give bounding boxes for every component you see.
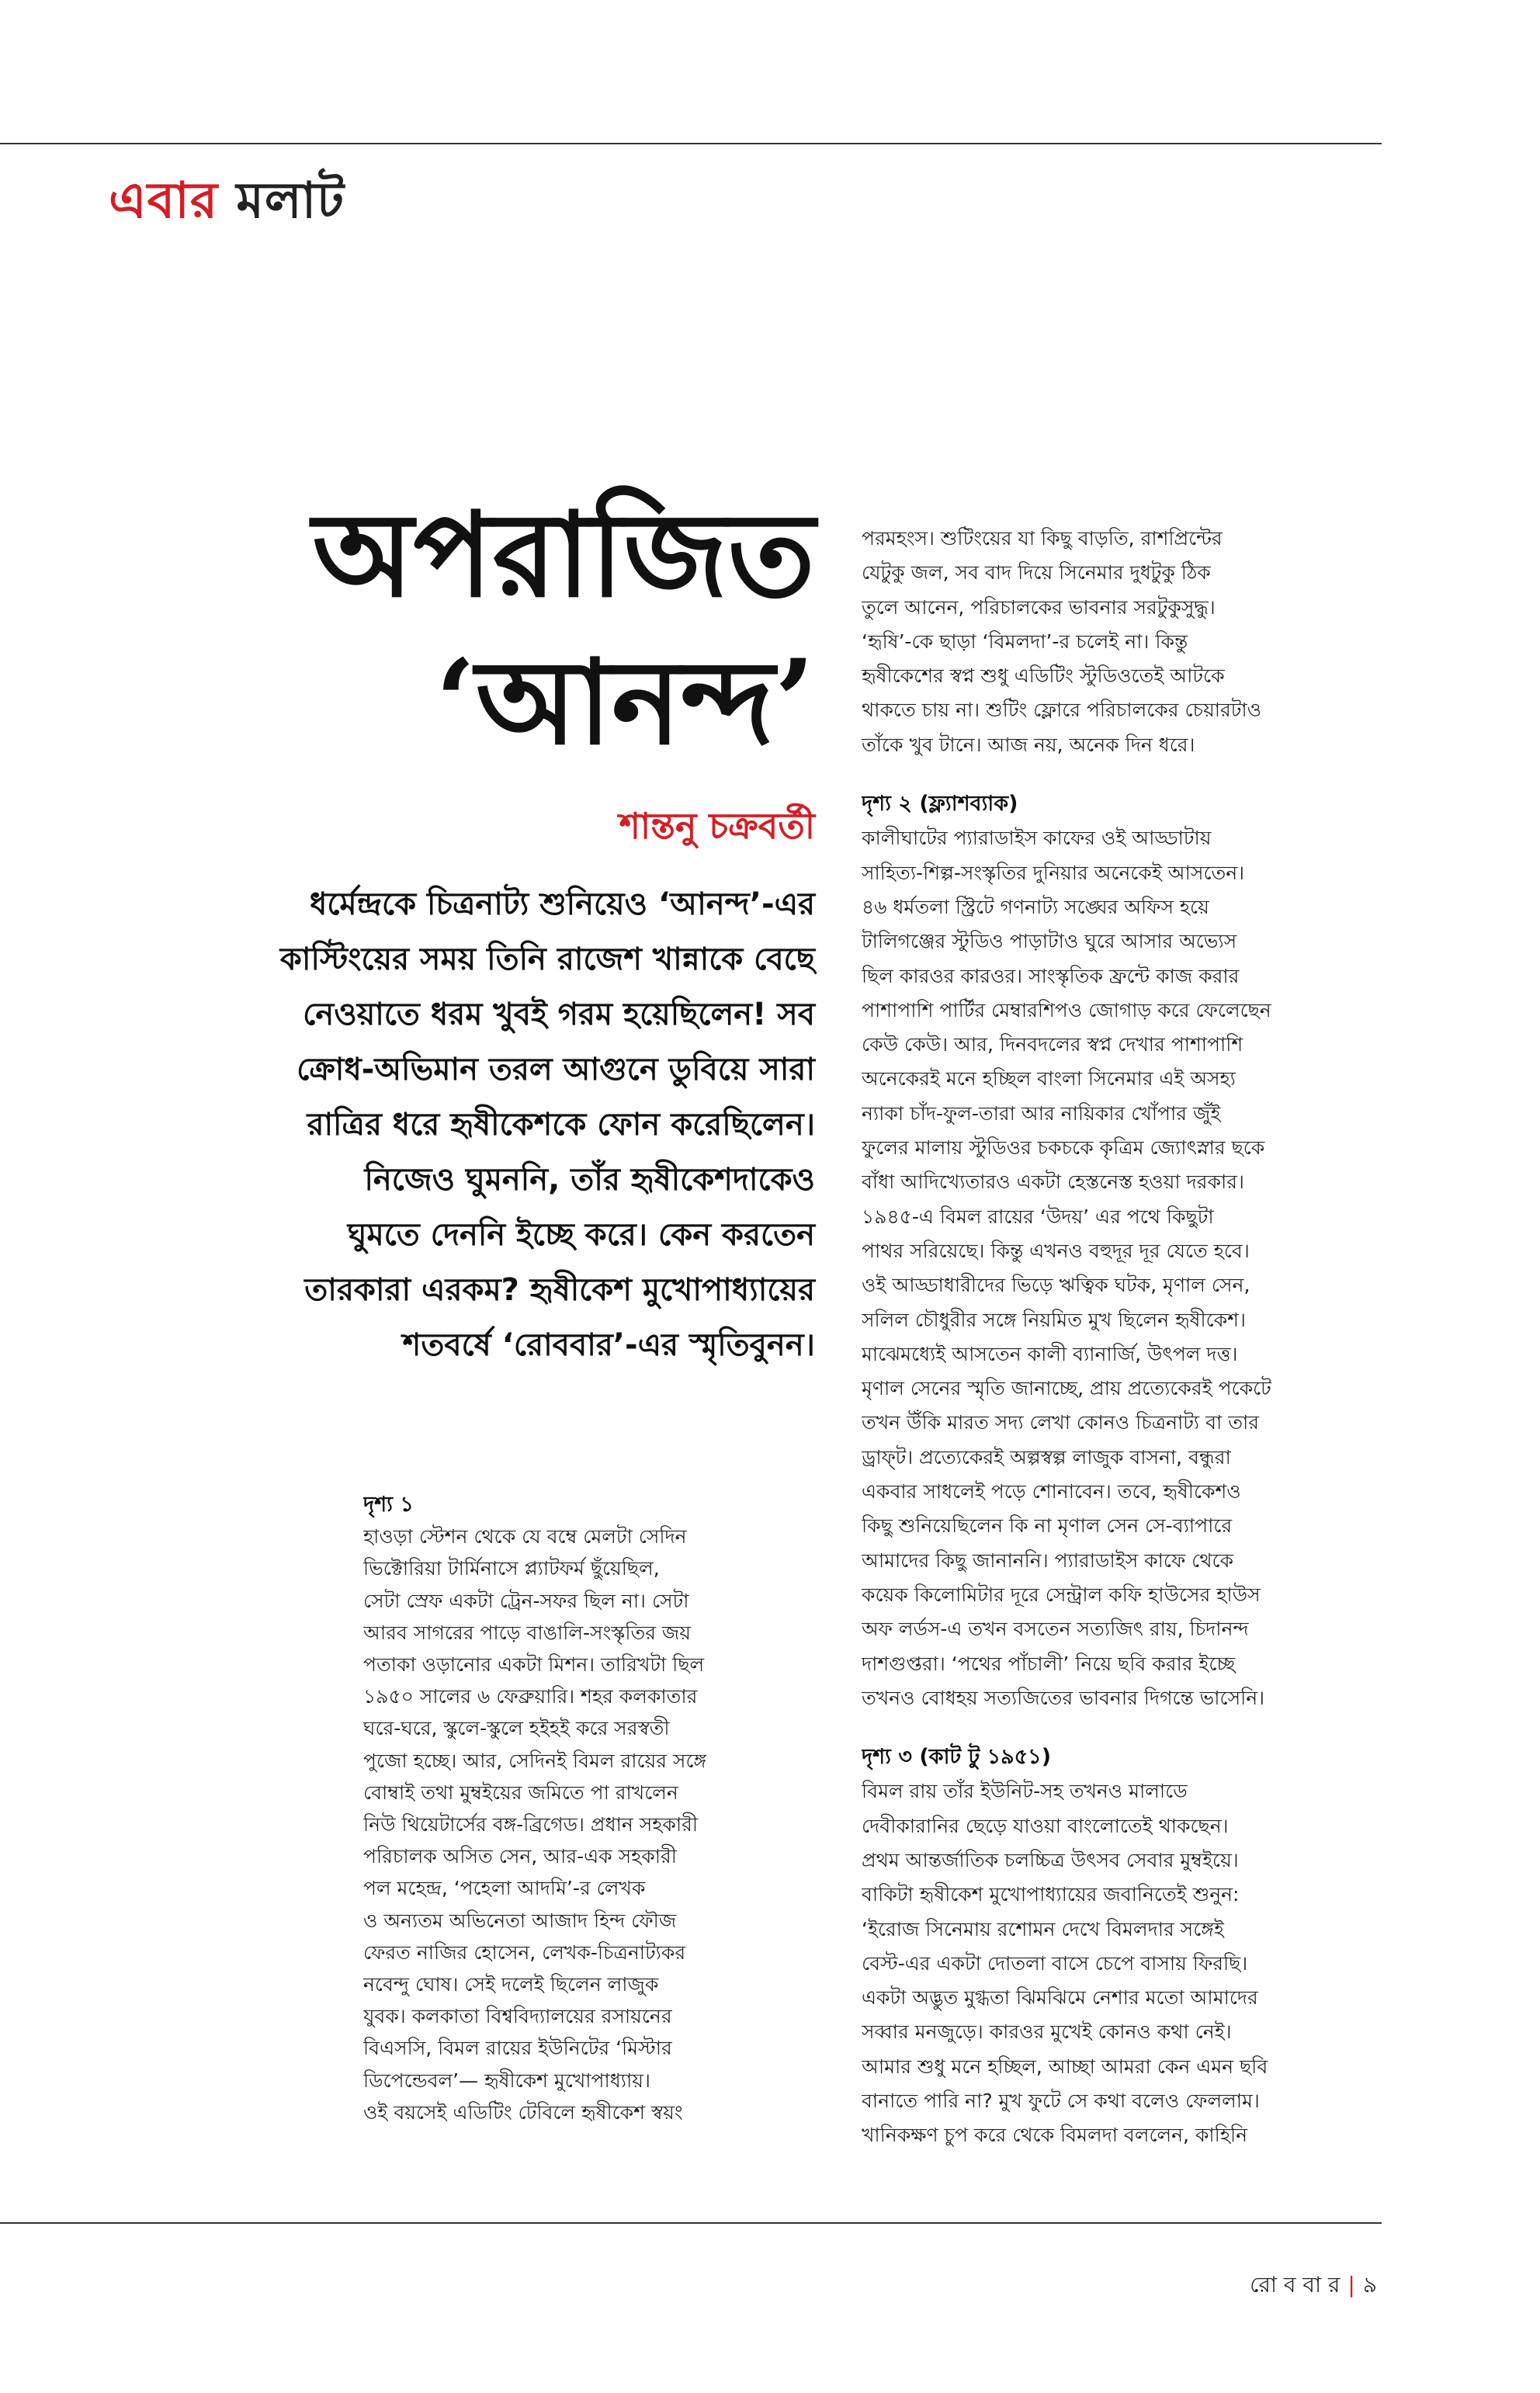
- text-line: পরমহংস। শুটিংয়ের যা কিছু বাড়তি, রাশপ্রিন্টের: [862, 527, 1223, 550]
- standfirst: [140, 877, 815, 1373]
- section-heading: [109, 163, 345, 246]
- text-line: কেউ কেউ। আর, দিনবদলের স্বপ্ন দেখার পাশাপাশি: [862, 1033, 1243, 1056]
- standfirst-line: নেওয়াতে ধরম খুবই গরম হয়েছিলেন! সব: [303, 997, 815, 1032]
- text-line: বানাতে পারি না? মুখ ফুটে সে কথা বলেও ফেললাম।: [862, 2090, 1260, 2113]
- section-heading-accent: এবার: [109, 172, 219, 230]
- text-line: ঘরে-ঘরে, স্কুলে-স্কুলে হইহই করে সরস্বতী: [363, 1717, 670, 1740]
- scene-1-heading: দৃশ্য ১: [363, 1493, 414, 1517]
- text-line: আমাদের কিছু জানাননি। প্যারাডাইস কাফে থেকে: [862, 1549, 1234, 1572]
- text-line: পল মহেন্দ্র, ‘পহেলা আদমি’-র লেখক: [363, 1877, 646, 1900]
- text-line: বাঁধা আদিখ্যেতারও একটা হেস্তনেস্ত হওয়া দরকার।: [862, 1170, 1244, 1194]
- text-line: অফ লর্ডস-এ তখন বসতেন সত্যজিৎ রায়, চিদানন্দ: [862, 1618, 1249, 1641]
- text-line: তুলে আনেন, পরিচালকের ভাবনার সরটুকুসুদ্ধু।: [862, 595, 1216, 619]
- text-line: যেটুকু জল, সব বাদ দিয়ে সিনেমার দুধটুকু ঠিক: [862, 561, 1211, 584]
- right-column-intro: [862, 522, 1366, 762]
- text-line: নিউ থিয়েটার্সের বঙ্গ-ব্রিগেড। প্রধান সহকারী: [363, 1813, 698, 1836]
- text-line: ভিক্টোরিয়া টার্মিনাসে প্ল্যাটফর্ম ছুঁয়েছিল,: [363, 1557, 660, 1580]
- text-line: আরব সাগরের পাড়ে বাঙালি-সংস্কৃতির জয়: [363, 1621, 692, 1644]
- page-footer: [1250, 2268, 1377, 2305]
- text-line: দাশগুপ্তরা। ‘পথের পাঁচালী’ নিয়ে ছবি করার ইচ্ছে: [862, 1652, 1236, 1675]
- headline-line-2: ‘আনন্দ’: [435, 634, 815, 771]
- text-line: সেটা স্রেফ একটা ট্রেন-সফর ছিল না। সেটা: [363, 1589, 689, 1612]
- text-line: কয়েক কিলোমিটার দূরে সেন্ট্রাল কফি হাউসের হাউস: [862, 1583, 1261, 1606]
- scene-2-heading: দৃশ্য ২ (ফ্ল্যাশব্যাক): [862, 792, 1018, 817]
- paragraph-gap: [862, 762, 1366, 787]
- standfirst-line: তারকারা এরকম? হৃষীকেশ মুখোপাধ্যায়ের: [304, 1272, 815, 1308]
- text-line: ফেরত নাজির হোসেন, লেখক-চিত্রনাট্যকর: [363, 1940, 686, 1964]
- scene-3-heading: দৃশ্য ৩ (কাট টু ১৯৫১): [862, 1745, 1052, 1770]
- standfirst-line: নিজেও ঘুমননি, তাঁর হৃষীকেশদাকেও: [364, 1162, 815, 1198]
- text-line: ন্যাকা চাঁদ-ফুল-তারা আর নায়িকার খোঁপার জুঁই: [862, 1101, 1221, 1125]
- text-line: পতাকা ওড়ানোর একটা মিশন। তারিখটা ছিল: [363, 1653, 705, 1677]
- text-line: ওই আড্ডাধারীদের ভিড়ে ঋত্বিক ঘটক, মৃণাল সেন,: [862, 1274, 1250, 1297]
- text-line: ওই বয়সেই এডিটিং টেবিলে হৃষীকেশ স্বয়ং: [363, 2100, 683, 2124]
- text-line: সাহিত্য-শিল্প-সংস্কৃতির দুনিয়ার অনেকেই আসতেন।: [862, 861, 1245, 884]
- standfirst-line: রাত্রির ধরে হৃষীকেশকে ফোন করেছিলেন।: [307, 1107, 815, 1143]
- text-line: ফুলের মালায় স্টুডিওর চকচকে কৃত্রিম জ্যোৎস্নার ছকে: [862, 1136, 1265, 1160]
- text-line: তাঁকে খুব টানে। আজ নয়, অনেক দিন ধরে।: [862, 733, 1195, 756]
- section-heading-label: মলাট: [236, 172, 345, 230]
- text-line: যুবক। কলকাতা বিশ্ববিদ্যালয়ের রসায়নের: [363, 2005, 672, 2028]
- left-column: [363, 1489, 815, 2128]
- standfirst-line: ক্রোধ-অভিমান তরল আগুনে ডুবিয়ে সারা: [297, 1052, 815, 1087]
- text-line: ‘হৃষি’-কে ছাড়া ‘বিমলদা’-র চলেই না। কিন্তু: [862, 629, 1188, 653]
- text-line: বাকিটা হৃষীকেশ মুখোপাধ্যায়ের জবানিতেই শুনুন:: [862, 1883, 1240, 1906]
- text-line: ছিল কারওর কারওর। সাংস্কৃতিক ফ্রন্টে কাজ করার: [862, 964, 1240, 987]
- text-line: হৃষীকেশের স্বপ্ন শুধু এডিটিং স্টুডিওতেই আটকে: [862, 664, 1225, 688]
- scene-3-body: [862, 1774, 1366, 2152]
- text-line: প্রথম আন্তর্জাতিক চলচ্চিত্র উৎসব সেবার মুম্বইয়ে।: [862, 1848, 1239, 1871]
- text-line: বিমল রায় তাঁর ইউনিট-সহ তখনও মালাডে: [862, 1780, 1188, 1803]
- page-number: ৯: [1362, 2272, 1377, 2298]
- text-line: মাঝেমধ্যেই আসতেন কালী ব্যানার্জি, উৎপল দত্ত।: [862, 1342, 1238, 1365]
- text-line: সব্বার মনজুড়ে। কারওর মুখেই কোনও কথা নেই।: [862, 2020, 1232, 2044]
- text-line: খানিকক্ষণ চুপ করে থেকে বিমলদা বললেন, কাহিনি: [862, 2124, 1248, 2147]
- text-line: বোম্বাই তথা মুম্বইয়ের জমিতে পা রাখলেন: [363, 1781, 678, 1804]
- text-line: একটা অদ্ভুত মুগ্ধতা ঝিমঝিমে নেশার মতো আমাদের: [862, 1986, 1258, 2010]
- text-line: বিএসসি, বিমল রায়ের ইউনিটের ‘মিস্টার: [363, 2037, 672, 2060]
- right-column: [862, 522, 1366, 2153]
- headline: [256, 481, 815, 776]
- text-line: হাওড়া স্টেশন থেকে যে বম্বে মেলটা সেদিন: [363, 1525, 687, 1549]
- text-line: আমার শুধু মনে হচ্ছিল, আচ্ছা আমরা কেন এমন ছবি: [862, 2055, 1268, 2078]
- text-line: ৪৬ ধর্মতলা স্ট্রিটে গণনাট্য সঙ্ঘের অফিস হয়ে: [862, 895, 1209, 918]
- text-line: নবেন্দু ঘোষ। সেই দলেই ছিলেন লাজুক: [363, 1973, 659, 1996]
- text-line: পুজো হচ্ছে। আর, সেদিনই বিমল রায়ের সঙ্গে: [363, 1749, 707, 1772]
- text-line: থাকতে চায় না। শুটিং ফ্লোরে পরিচালকের চেয়ারটাও: [862, 699, 1262, 722]
- footer-separator: |: [1348, 2272, 1355, 2298]
- text-line: দেবীকারানির ছেড়ে যাওয়া বাংলোতেই থাকছেন।: [862, 1814, 1229, 1837]
- paragraph-gap: [862, 1715, 1366, 1740]
- text-line: সলিল চৌধুরীর সঙ্গে নিয়মিত মুখ ছিলেন হৃষীকেশ।: [862, 1308, 1246, 1331]
- text-line: মৃণাল সেনের স্মৃতি জানাচ্ছে, প্রায় প্রত্যেকেরই পকেটে: [862, 1377, 1271, 1400]
- text-line: টালিগঞ্জের স্টুডিও পাড়াটাও ঘুরে আসার অভ্যেস: [862, 930, 1237, 953]
- top-rule: [0, 143, 1382, 144]
- text-line: ড্রাফ্‌ট। প্রত্যেকেরই অল্পস্বল্প লাজুক বাসনা, বন্ধুরা: [862, 1445, 1231, 1469]
- text-line: অনেকেরই মনে হচ্ছিল বাংলা সিনেমার এই অসহ্য: [862, 1067, 1236, 1091]
- text-line: পরিচালক অসিত সেন, আর-এক সহকারী: [363, 1845, 677, 1868]
- scene-2-body: [862, 821, 1366, 1715]
- text-line: ১৯৫০ সালের ৬ ফেব্রুয়ারি। শহর কলকাতার: [363, 1685, 698, 1708]
- headline-line-1: অপরাজিত: [312, 487, 815, 623]
- text-line: ‘ইরোজ সিনেমায় রশোমন দেখে বিমলদার সঙ্গেই: [862, 1917, 1224, 1940]
- text-line: ১৯৪৫-এ বিমল রায়ের ‘উদয়’ এর পথে কিছুটা: [862, 1205, 1214, 1228]
- footer-magazine-name: রো ব বা র: [1250, 2272, 1341, 2298]
- text-line: কিছু শুনিয়েছিলেন কি না মৃণাল সেন সে-ব্যাপারে: [862, 1514, 1233, 1538]
- text-line: পাশাপাশি পার্টির মেম্বারশিপও জোগাড় করে ফেলেছেন: [862, 998, 1271, 1021]
- text-line: ও অন্যতম অভিনেতা আজাদ হিন্দ ফৌজ: [363, 1909, 677, 1932]
- standfirst-line: ঘুমতে দেননি ইচ্ছে করে। কেন করতেন: [347, 1217, 815, 1253]
- text-line: ডিপেন্ডেবল’— হৃষীকেশ মুখোপাধ্যায়।: [363, 2069, 650, 2092]
- text-line: কালীঘাটের প্যারাডাইস কাফের ওই আড্ডাটায়: [862, 827, 1212, 850]
- standfirst-line: কাস্টিংয়ের সময় তিনি রাজেশ খান্নাকে বেছে: [279, 942, 815, 977]
- text-line: তখনও বোধহয় সত্যজিতের ভাবনার দিগন্তে ভাসেনি।: [862, 1686, 1265, 1709]
- left-column-body: [363, 1521, 815, 2128]
- text-line: একবার সাধলেই পড়ে শোনাবেন। তবে, হৃষীকেশও: [862, 1480, 1241, 1503]
- text-line: পাথর সরিয়েছে। কিন্তু এখনও বহুদূর দূর যেতে হবে।: [862, 1239, 1250, 1262]
- text-line: বেস্ট-এর একটা দোতলা বাসে চেপে বাসায় ফিরছি।: [862, 1951, 1248, 1975]
- standfirst-line: শতবর্ষে ‘রোববার’-এর স্মৃতিবুনন।: [402, 1327, 815, 1363]
- standfirst-line: ধর্মেন্দ্রকে চিত্রনাট্য শুনিয়েও ‘আনন্দ’-এর: [309, 886, 815, 922]
- text-line: তখন উঁকি মারত সদ্য লেখা কোনও চিত্রনাট্য বা তার: [862, 1411, 1259, 1434]
- bottom-rule: [0, 2222, 1382, 2224]
- byline: শান্তনু চক্রবর্তী: [619, 805, 815, 847]
